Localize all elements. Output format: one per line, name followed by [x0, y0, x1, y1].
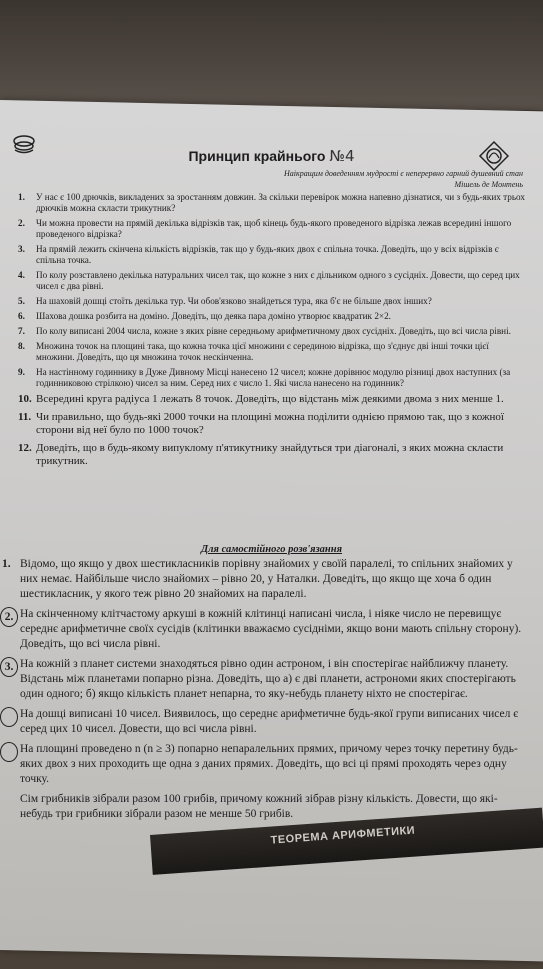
problem-text: Відомо, що якщо у двох шестикласників порівну знайомих у своїй паралелі, то спільних знайомих у них немає. Найбільше число знайомих – рівно 20, у Наталки. Доведіть, що якщо ще хоча б один шестикласник, у якого теж рівно 20 знайомих на паралелі.: [20, 558, 513, 600]
problem-list: [18, 192, 526, 473]
self-problem-item: [2, 657, 527, 702]
epigraph-author: Мішель де Монтень: [454, 180, 523, 189]
problem-text: На скінченному клітчастому аркуші в кожній клітинці написані числа, і ніяке число не перевищує середнє арифметичне своїх сусідів (клітинки вважаємо сусідніми, якщо вони мають спільну сторону). Доведіть, що всі числа рівні.: [20, 608, 522, 650]
problem-number: 5.: [18, 296, 25, 306]
problem-item: [18, 218, 526, 240]
problem-text: Чи правильно, що будь-які 2000 точки на площині можна поділити однією прямою так, що з кожної сторони від неї було по 1000 точок?: [36, 411, 504, 436]
circled-number: 3.: [0, 657, 18, 677]
problem-number: 3.: [18, 244, 25, 254]
problem-number: 4.: [18, 270, 25, 280]
problem-item: [18, 192, 526, 214]
problem-item: [18, 411, 526, 437]
problem-number: [2, 792, 20, 822]
problem-number: 2.: [18, 218, 25, 228]
problem-text: Доведіть, що в будь-якому випуклому п'ятикутнику знайдуться три діагоналі, з яких можна скласти трикутник.: [36, 442, 504, 467]
problem-number: 8.: [18, 341, 25, 351]
problem-number: 1.: [18, 192, 25, 202]
problem-number: 11.: [18, 411, 32, 423]
problem-text: На прямій лежить скінчена кількість відрізків, так що у будь-яких двох є спільна точка. Доведіть, що у всіх відрізків є спільна точка.: [36, 244, 499, 265]
problem-text: У нас є 100 дрючків, викладених за зростанням довжин. За скільки перевірок можна напевно дізнатися, чи з будь-яких трьох дрючків можна скласти трикутник?: [36, 192, 526, 213]
book-cover-text: ТЕОРЕМА АРИФМЕТИКИ: [270, 824, 416, 847]
epigraph-text: Наікращим доведенням мудрості є неперервно гарний душевний стан: [283, 169, 523, 178]
problem-text: По колу виписані 2004 числа, кожне з яких рівне середньому арифметичному двох сусідніх. Доведіть, що всі числа рівні.: [36, 326, 511, 336]
problem-item: [18, 367, 526, 389]
problem-number: 10.: [18, 393, 32, 405]
problem-item: [18, 393, 526, 406]
problem-list-continued: [18, 393, 526, 468]
problem-text: На шаховій дошці стоїть декілька тур. Чи обов'язково знайдеться тура, яка б'є не більше двох інших?: [36, 296, 432, 306]
circled-number: [0, 742, 18, 762]
problem-text: Множина точок на площині така, що кожна точка цієї множини є серединою відрізка, що з'єднує дві інші точки цієї множини. Доведіть, що ця множина точок нескінченна.: [36, 341, 489, 362]
section-title: Для самостійного розв'язання: [201, 544, 342, 555]
problem-number: 7.: [18, 326, 25, 336]
self-problem-item: [2, 707, 527, 737]
problem-item: [18, 270, 526, 292]
problem-text: Чи можна провести на прямій декілька відрізків так, щоб кінець будь-якого проведеного відрізка лежав всередині іншого проведеного відрізка?: [36, 218, 512, 239]
self-problem-item: [2, 607, 527, 652]
problem-item: [18, 244, 526, 266]
background-top: [0, 0, 543, 110]
self-problem-item: [2, 742, 527, 787]
problem-text: На площині проведено n (n ≥ 3) попарно непаралельних прямих, причому через точку перетину будь-яких двох з них проходить ще одна з даних прямих. Доведіть, що всі ці прямі проходять через одну точку.: [20, 743, 518, 785]
problem-text: Шахова дошка розбита на доміно. Доведіть, що деяка пара доміно утворює квадратик 2×2.: [36, 311, 391, 321]
problem-text: На настінному годиннику в Дуже Дивному Місці нанесено 12 чисел; кожне дорівнює модулю різниці двох наступних (за годинниковою стрілкою) чисел за ним. Серед них є число 1. Які числа нанесено на годинник?: [36, 367, 511, 388]
problem-text: На кожній з планет системи знаходяться рівно один астроном, і він спостерігає найближчу планету. Відстань між планетами попарно різна. Доведіть, що а) є дві планети, астрономи яких спостерігають один одного; б) якщо кількість планет непарна, то яку-небудь планету ніхто не спостерігає.: [20, 658, 516, 700]
circled-number: [0, 707, 18, 727]
problem-text: На дошці виписані 10 чисел. Виявилось, що середнє арифметичне будь-якої групи виписаних чисел є серед цих 10 чисел. Довести, що всі числа рівні.: [20, 708, 519, 735]
problem-item: [18, 296, 526, 307]
self-study-list: [2, 557, 527, 827]
title-text: Принцип крайнього: [188, 148, 326, 164]
problem-number: 6.: [18, 311, 25, 321]
self-problem-item: [2, 557, 527, 602]
problem-item: [18, 442, 526, 468]
problem-text: Всередині круга радіуса 1 лежать 8 точок. Доведіть, що відстань між деякими двома з них менше 1.: [36, 393, 504, 405]
problem-item: [18, 341, 526, 363]
problem-number: 1.: [2, 558, 11, 570]
problem-number: 12.: [18, 442, 32, 454]
problem-item: [18, 311, 526, 322]
problem-item: [18, 326, 526, 337]
problem-text: По колу розставлено декілька натуральних чисел так, що кожне з них є дільником одного з сусідніх. Довести, що серед цих чисел є два рівні.: [36, 270, 520, 291]
epigraph: [284, 168, 523, 190]
circled-number: 2.: [0, 607, 18, 627]
problem-text: Сім грибників зібрали разом 100 грибів, причому кожний зібрав різну кількість. Довести, що які-небудь три грибники зібрали разом не менше 50 грибів.: [20, 793, 498, 820]
problem-number: 9.: [18, 367, 25, 377]
page-title: [0, 147, 543, 165]
title-handwritten-note: №4: [329, 147, 355, 165]
